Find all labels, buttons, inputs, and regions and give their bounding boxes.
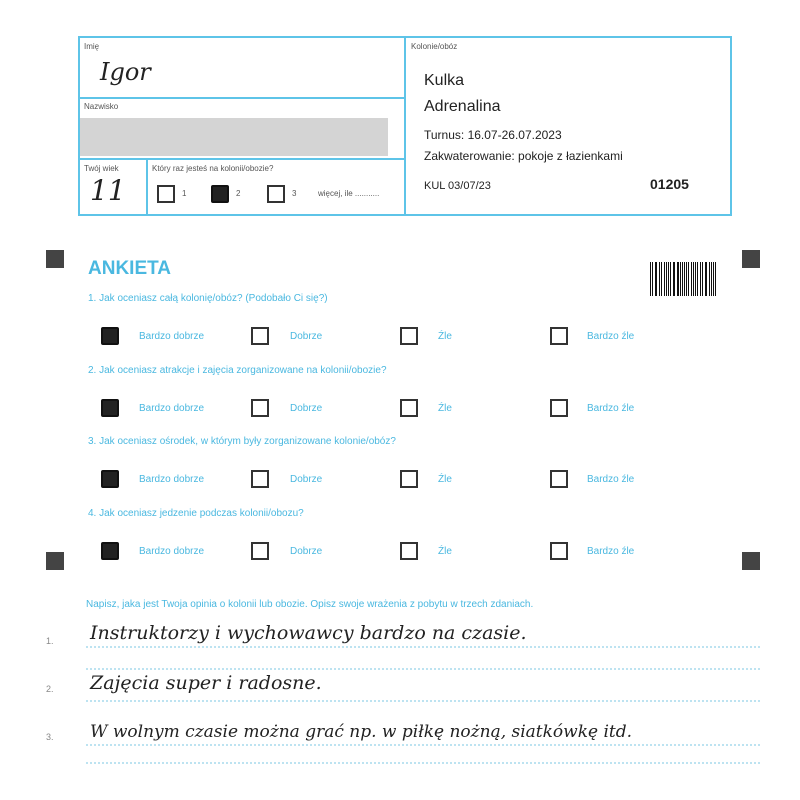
barcode-bar [705, 262, 706, 296]
q4-checkbox-1[interactable] [101, 542, 119, 560]
header-divider-3 [146, 158, 148, 214]
q4-checkbox-2[interactable] [251, 542, 269, 560]
form-number: 01205 [650, 176, 689, 192]
barcode-bar [697, 262, 699, 296]
opinion-line-3-rule [86, 744, 760, 746]
survey-title: ANKIETA [88, 258, 172, 279]
q1-option-label-3: Źle [438, 331, 452, 342]
q1-checkbox-3[interactable] [400, 327, 418, 345]
barcode-bar [680, 262, 681, 296]
barcode [650, 262, 718, 296]
barcode-bar [713, 262, 714, 296]
q2-checkbox-2[interactable] [251, 399, 269, 417]
line-number-3: 3. [46, 732, 54, 742]
barcode-bar [688, 262, 689, 296]
barcode-bar [656, 262, 657, 296]
q3-checkbox-4[interactable] [550, 470, 568, 488]
q2-option-label-4: Bardzo źle [587, 403, 635, 414]
q2-checkbox-1[interactable] [101, 399, 119, 417]
ktory-raz-label: Który raz jesteś na kolonii/obozie? [152, 164, 274, 173]
barcode-bar [668, 262, 669, 296]
barcode-bar [682, 262, 683, 296]
imie-value: Igor [100, 58, 151, 86]
alignment-marker-bottom-left [46, 552, 64, 570]
q4-option-label-4: Bardzo źle [587, 546, 635, 557]
alignment-marker-top-right [742, 250, 760, 268]
q4-checkbox-4[interactable] [550, 542, 568, 560]
q1-checkbox-1[interactable] [101, 327, 119, 345]
barcode-bar [655, 262, 656, 296]
q2-checkbox-3[interactable] [400, 399, 418, 417]
barcode-bar [715, 262, 716, 296]
alignment-marker-top-left [46, 250, 64, 268]
q3-option-label-4: Bardzo źle [587, 474, 635, 485]
q2-checkbox-4[interactable] [550, 399, 568, 417]
header-divider-vertical [404, 38, 406, 214]
turnus: Turnus: 16.07-26.07.2023 [424, 128, 562, 142]
opinion-line-1: Instruktorzy i wychowawcy bardzo na czasie. [90, 622, 527, 644]
ktory-raz-option-more: więcej, ile ........... [318, 189, 380, 198]
barcode-bar [706, 262, 707, 296]
imie-label: Imię [84, 42, 100, 51]
ktory-raz-option-3: 3 [292, 189, 297, 198]
barcode-bar [677, 262, 679, 296]
barcode-bar [709, 262, 710, 296]
q2-option-label-2: Dobrze [290, 403, 323, 414]
barcode-bar [691, 262, 692, 296]
barcode-bar [664, 262, 665, 296]
barcode-bar [661, 262, 663, 296]
q3-checkbox-3[interactable] [400, 470, 418, 488]
q2-option-label-3: Źle [438, 403, 452, 414]
barcode-bar [693, 262, 694, 296]
kolonie-label: Kolonie/obóz [411, 42, 458, 51]
opinion-line-2-rule-b [86, 700, 760, 702]
q4-checkbox-3[interactable] [400, 542, 418, 560]
barcode-bar [673, 262, 674, 296]
nazwisko-redacted [80, 118, 388, 156]
q3-option-label-2: Dobrze [290, 474, 323, 485]
opinion-line-3: W wolnym czasie można grać np. w piłkę nożną, siatkówkę itd. [90, 722, 633, 742]
wiek-value: 11 [90, 174, 126, 207]
zakwaterowanie: Zakwaterowanie: pokoje z łazienkami [424, 149, 623, 163]
nazwisko-label: Nazwisko [84, 102, 119, 111]
barcode-bar [711, 262, 712, 296]
header-divider-2 [80, 158, 404, 160]
ktory-raz-checkbox-1[interactable] [157, 185, 175, 203]
wiek-label: Twój wiek [84, 164, 119, 173]
barcode-bar [700, 262, 701, 296]
camp-code: KUL 03/07/23 [424, 180, 491, 192]
q1-option-label-4: Bardzo źle [587, 331, 635, 342]
q1-checkbox-2[interactable] [251, 327, 269, 345]
q1-checkbox-4[interactable] [550, 327, 568, 345]
line-number-2: 2. [46, 684, 54, 694]
q4-option-label-1: Bardzo dobrze [139, 546, 205, 557]
barcode-bar [670, 262, 671, 296]
question-1: 1. Jak oceniasz całą kolonię/obóz? (Podobało Ci się?) [88, 293, 328, 304]
barcode-bar [666, 262, 667, 296]
question-2: 2. Jak oceniasz atrakcje i zajęcia zorganizowane na kolonii/obozie? [88, 365, 387, 376]
barcode-bar [684, 262, 685, 296]
barcode-bar [659, 262, 660, 296]
header-divider-1 [80, 97, 404, 99]
opinion-line-2-rule [86, 668, 760, 670]
q4-option-label-2: Dobrze [290, 546, 323, 557]
q4-option-label-3: Źle [438, 546, 452, 557]
camp-name-2: Adrenalina [424, 98, 501, 115]
q1-option-label-2: Dobrze [290, 331, 323, 342]
ktory-raz-option-1: 1 [182, 189, 187, 198]
ktory-raz-checkbox-2[interactable] [211, 185, 229, 203]
q1-option-label-1: Bardzo dobrze [139, 331, 205, 342]
opinion-line-1-rule [86, 646, 760, 648]
barcode-bar [652, 262, 653, 296]
q2-option-label-1: Bardzo dobrze [139, 403, 205, 414]
question-4: 4. Jak oceniasz jedzenie podczas kolonii/obozu? [88, 508, 304, 519]
barcode-bar [686, 262, 687, 296]
question-3: 3. Jak oceniasz ośrodek, w którym były zorganizowane kolonie/obóz? [88, 436, 396, 447]
q3-option-label-1: Bardzo dobrze [139, 474, 205, 485]
alignment-marker-bottom-right [742, 552, 760, 570]
q3-checkbox-2[interactable] [251, 470, 269, 488]
barcode-bar [695, 262, 696, 296]
line-number-1: 1. [46, 636, 54, 646]
ktory-raz-option-2: 2 [236, 189, 241, 198]
barcode-bar [674, 262, 675, 296]
opinion-prompt: Napisz, jaka jest Twoja opinia o kolonii lub obozie. Opisz swoje wrażenia z pobytu w trzech zdaniach. [86, 599, 534, 610]
barcode-bar [650, 262, 651, 296]
ktory-raz-checkbox-3[interactable] [267, 185, 285, 203]
barcode-bar [702, 262, 703, 296]
opinion-line-3-rule-b [86, 762, 760, 764]
camp-name-1: Kulka [424, 72, 465, 89]
q3-checkbox-1[interactable] [101, 470, 119, 488]
q3-option-label-3: Źle [438, 474, 452, 485]
opinion-line-2: Zajęcia super i radosne. [90, 672, 322, 694]
